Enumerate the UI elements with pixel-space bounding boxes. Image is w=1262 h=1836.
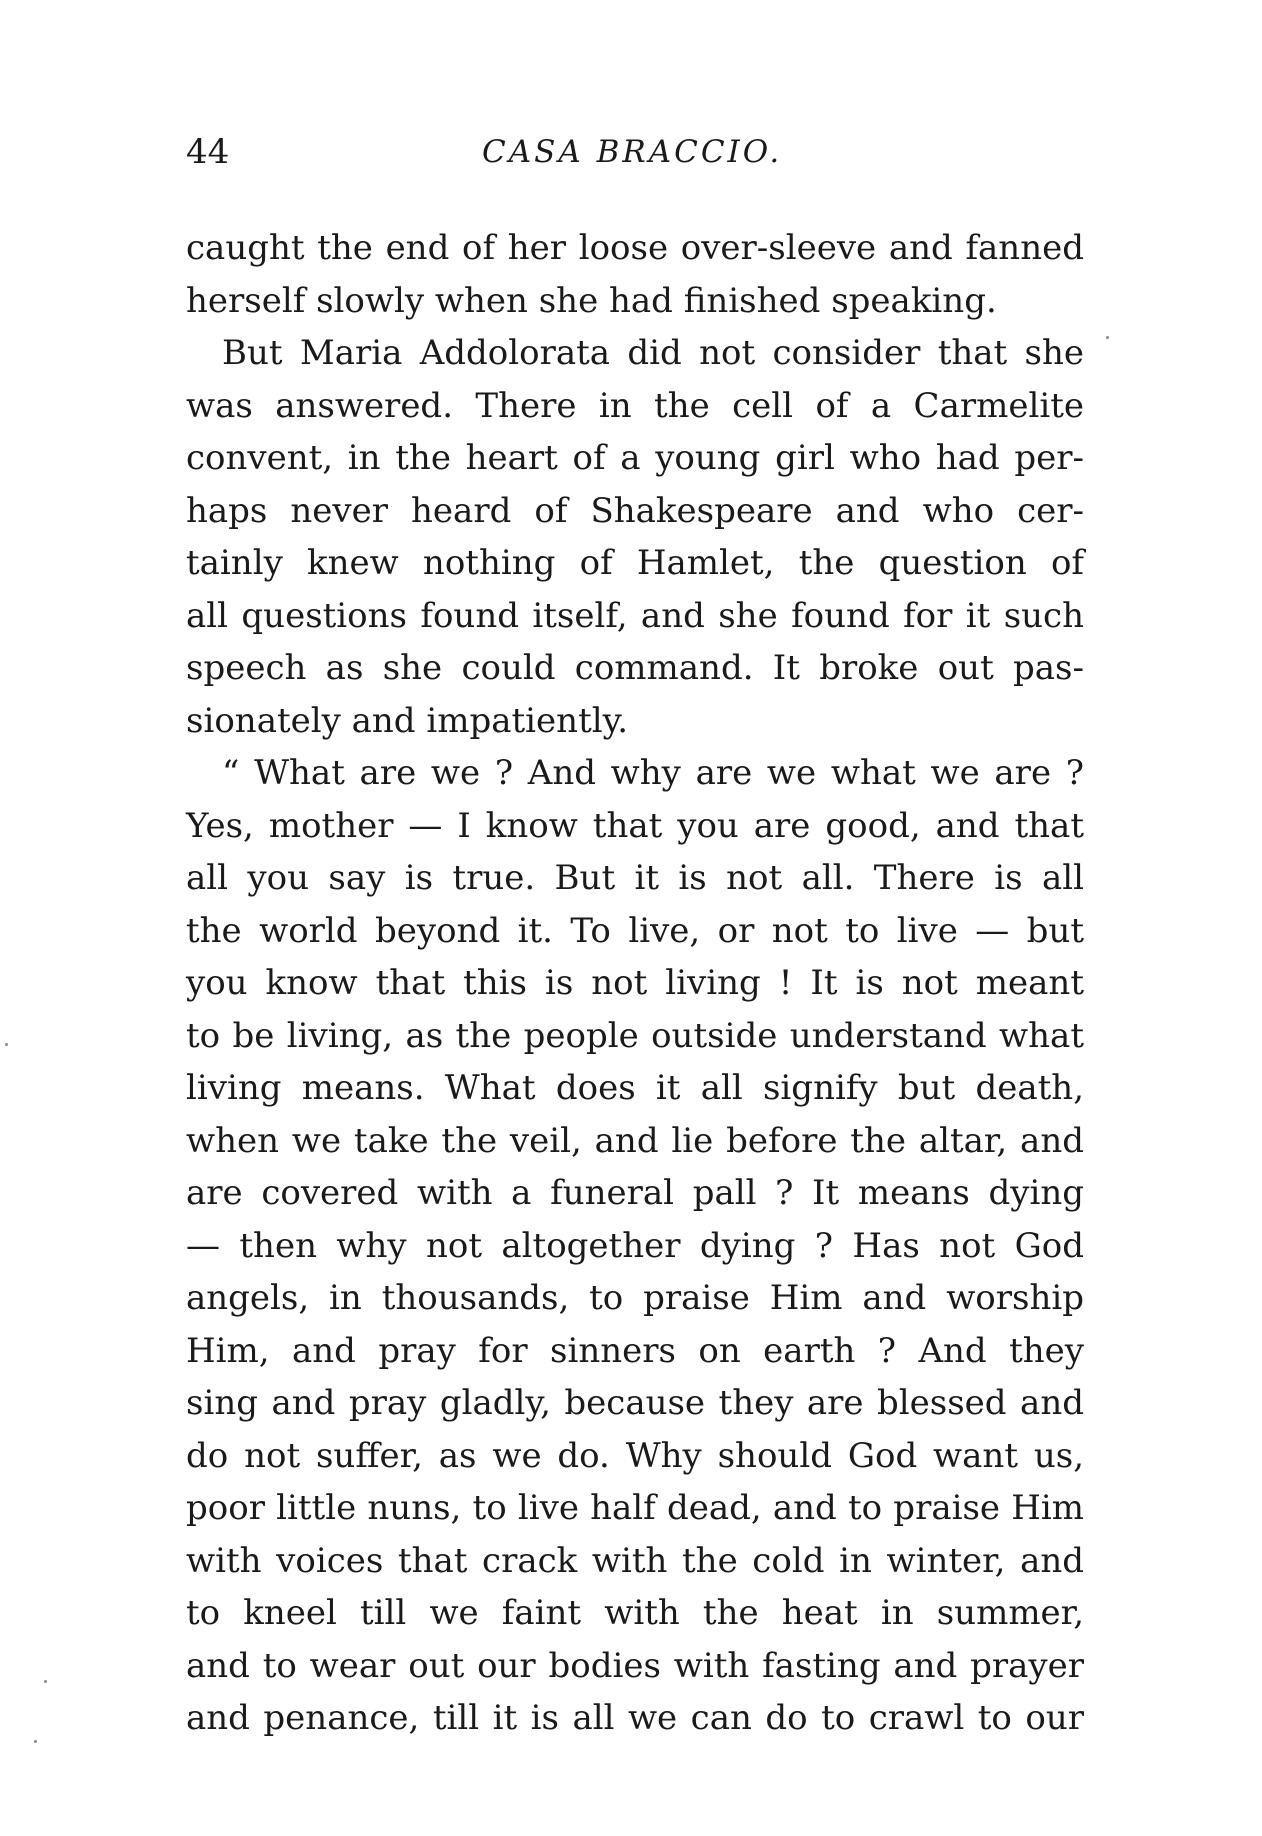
paper-speck <box>1106 336 1109 339</box>
text-line: poor little nuns, to live half dead, and to praise Him <box>186 1488 1084 1528</box>
book-title: CASA BRACCIO. <box>482 134 783 170</box>
running-head <box>186 132 1086 182</box>
text-line: to be living, as the people outside understand what <box>186 1015 1084 1056</box>
text-line: Yes, mother — I know that you are good, and that <box>186 805 1084 846</box>
text-line: and penance, till it is all we can do to crawl to our <box>186 1698 1084 1738</box>
text-line: angels, in thousands, to praise Him and worship <box>186 1278 1084 1318</box>
text-line: are covered with a funeral pall ? It means dying <box>186 1173 1084 1213</box>
text-line: Him, and pray for sinners on earth ? And they <box>186 1330 1084 1371</box>
text-line: do not suffer, as we do. Why should God want us, <box>186 1435 1084 1476</box>
text-line: when we take the veil, and lie before the altar, and <box>186 1120 1084 1161</box>
text-line: living means. What does it all signify but death, <box>186 1068 1084 1108</box>
paper-speck <box>44 1680 47 1683</box>
text-line: — then why not altogether dying ? Has not God <box>186 1225 1084 1266</box>
text-line: with voices that crack with the cold in winter, and <box>186 1540 1084 1581</box>
text-line: and to wear out our bodies with fasting and prayer <box>186 1645 1084 1686</box>
text-line: caught the end of her loose over-sleeve and fanned <box>186 228 1084 268</box>
text-line: all you say is true. But it is not all. There is all <box>186 858 1084 898</box>
text-line: was answered. There in the cell of a Carmelite <box>186 385 1084 426</box>
text-line: to kneel till we faint with the heat in summer, <box>186 1593 1084 1633</box>
paper-speck <box>34 1740 37 1743</box>
text-line: speech as she could command. It broke out pas- <box>186 648 1084 688</box>
text-line: “ What are we ? And why are we what we are ? <box>222 753 1084 793</box>
text-line: sionately and impatiently. <box>186 700 629 741</box>
text-line: you know that this is not living ! It is not meant <box>186 963 1084 1003</box>
page-number: 44 <box>186 132 230 172</box>
text-line: tainly knew nothing of Hamlet, the question of <box>186 543 1084 583</box>
text-line: sing and pray gladly, because they are blessed and <box>186 1383 1084 1423</box>
text-line: But Maria Addolorata did not consider that she <box>222 333 1084 373</box>
paper-speck <box>5 1043 8 1046</box>
text-line: the world beyond it. To live, or not to live — but <box>186 910 1084 951</box>
text-line: haps never heard of Shakespeare and who cer- <box>186 490 1084 531</box>
text-line: convent, in the heart of a young girl who had per- <box>186 438 1084 478</box>
text-line: herself slowly when she had finished speaking. <box>186 280 997 321</box>
text-line: all questions found itself, and she found for it such <box>186 595 1084 636</box>
body-text <box>186 222 1084 1745</box>
